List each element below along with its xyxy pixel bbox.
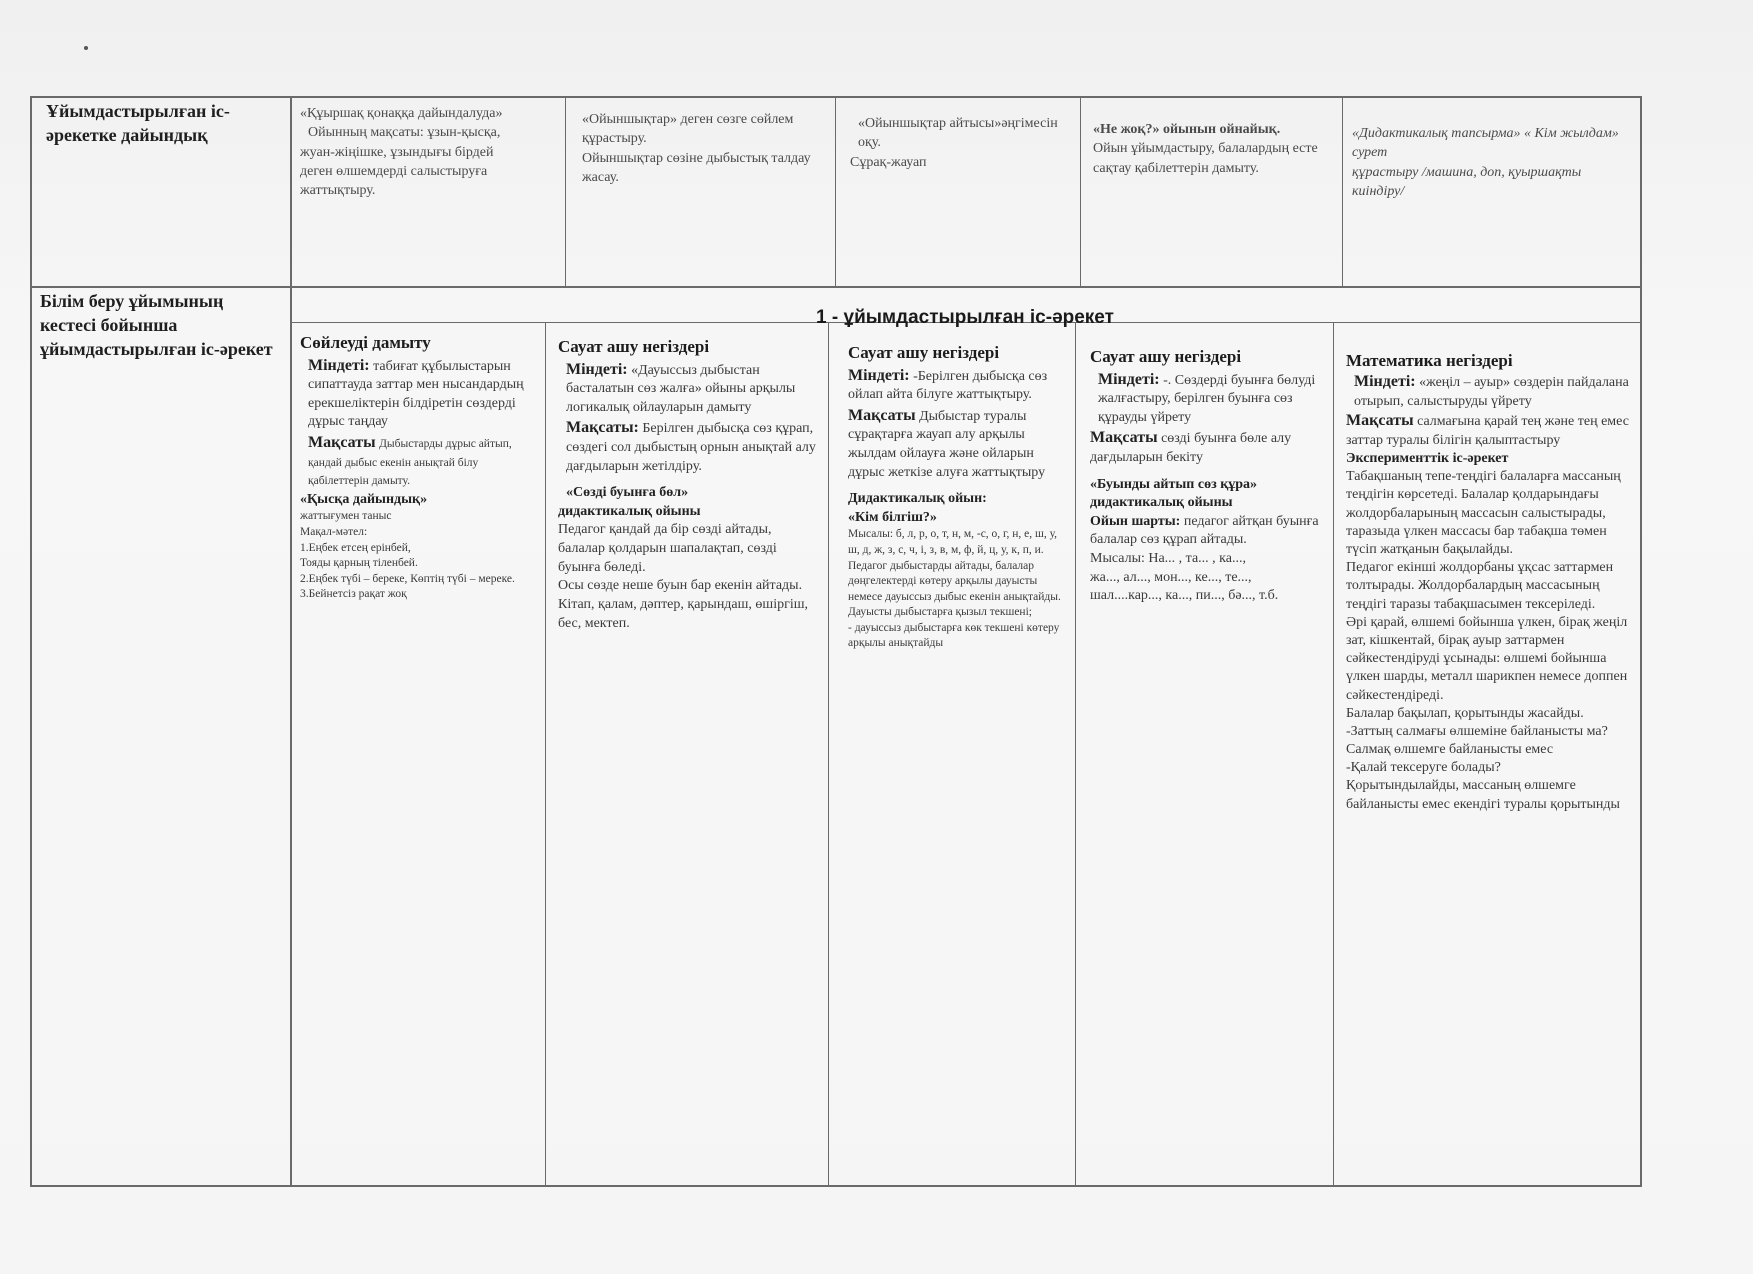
game-subtitle: дидактикалық ойыны	[1090, 495, 1233, 511]
rule-text: педагог айтқан буынға балалар сөз құрап айтады.	[1090, 513, 1319, 548]
task-text: «жеңіл – ауыр» сөздерін пайдалана отырып, салыстыруды үйрету	[1354, 375, 1629, 409]
prep-cell-2	[582, 110, 822, 187]
table-border-left	[30, 96, 32, 1186]
prep-line: құрастыру /машина, доп, қуыршақты киіндіру/	[1352, 164, 1582, 199]
task-label: Міндеті:	[308, 356, 370, 374]
column-divider-8	[1333, 323, 1334, 1185]
prep-title: «Не жоқ?» ойынын ойнайық.	[1093, 122, 1281, 137]
prep-cell-3	[850, 114, 1070, 172]
main-row-label: Білім беру ұйымының кестесі бойынша ұйымдастырылған іс-әрекет	[40, 291, 273, 359]
game-line: Осы сөзде неше буын бар екенін айтады.	[558, 578, 803, 594]
game-title: «Сөзді буынға бөл»	[566, 485, 689, 501]
prep-cell-1	[300, 104, 520, 201]
activity-cell-4	[1090, 346, 1326, 606]
game-line: жаттығумен таныс	[300, 510, 392, 523]
goal-text: Дыбыстар туралы сұрақтарға жауап алу арқылы жылдам ойлауға және ойларын дұрыс жеткізе алуға жаттықтыру	[848, 408, 1046, 480]
column-divider-1	[565, 96, 566, 286]
game-line: Тояды қарның тіленбей.	[300, 557, 418, 570]
goal-text: Берілген дыбысқа сөз құрап, сөздегі сол дыбыстың орнын анықтай алу дағдыларын жетілдіру.	[566, 421, 816, 474]
label-column-divider	[290, 96, 292, 1186]
activity-title: Сауат ашу негіздері	[1090, 347, 1242, 366]
game-line: 3.Бейнетсіз рақат жоқ	[300, 588, 407, 601]
goal-label: Мақсаты	[1090, 429, 1158, 447]
goal-text: салмағына қарай тең және тең емес заттар туралы білігін қалыптастыру	[1346, 414, 1629, 448]
prep-title: «Құыршақ қонаққа дайындалуда»	[300, 106, 503, 121]
activity-title: Сөйлеуді дамыту	[300, 333, 431, 352]
activity-cell-3	[848, 342, 1070, 652]
game-line: Мысалы: б, л, р, о, т, н, м, -с, о, г, н, е, ш, у, ш, д, ж, з, с, ч, і, з, в, м, ф, й, ц, у, к, п, и.	[848, 528, 1058, 556]
game-line: Мысалы: На... , та... , ка...,	[1090, 551, 1246, 567]
goal-text: сөзді буынға бөле алу дағдыларын бекіту	[1090, 431, 1292, 466]
game-title: Эксперименттік іс-әрекет	[1346, 451, 1509, 467]
task-text: -Берілген дыбысқа сөз ойлап айта білуге жаттықтыру.	[848, 368, 1048, 403]
task-label: Міндеті:	[1354, 373, 1416, 391]
task-label: Міндеті:	[848, 366, 910, 384]
game-title: «Қысқа дайындық»	[300, 491, 428, 507]
game-title: Дидактикалық ойын:	[848, 491, 987, 507]
game-subtitle: «Кім білгіш?»	[848, 509, 937, 525]
task-text: -. Сөздерді буынға бөлуді жалғастыру, берілген буынға сөз құрауды үйрету	[1098, 372, 1316, 425]
game-line: 1.Еңбек етсең ерінбей,	[300, 541, 411, 554]
goal-label: Мақсаты	[308, 434, 376, 452]
task-label: Міндеті:	[1098, 370, 1160, 388]
game-line: Педагог дыбыстарды айтады, балалар дөңгелектерді көтеру арқылы дауысты немесе дауыссыз дыбыс екенін анықтайды. Дауысты дыбыстарға қызыл текшені;	[848, 559, 1061, 619]
row-divider	[30, 286, 1642, 288]
goal-label: Мақсаты	[1346, 412, 1414, 430]
game-line: Кітап, қалам, дәптер, қарындаш, өшіргіш, бес, мектеп.	[558, 596, 809, 631]
prep-cell-4	[1093, 120, 1333, 178]
game-line: Балалар бақылап, қорытынды жасайды.	[1346, 705, 1584, 721]
activity-title: Математика негіздері	[1346, 351, 1513, 370]
prep-line: Ойыншықтар сөзіне дыбыстық талдау жасау.	[582, 150, 811, 185]
game-line: -Заттың салмағы өлшеміне байланысты ма?	[1346, 723, 1608, 739]
goal-text: Дыбыстарды дұрыс айтып, қандай дыбыс екенін анықтай білу қабілеттерін дамыту.	[308, 438, 512, 488]
game-subtitle: дидактикалық ойыны	[558, 503, 701, 519]
column-divider-5	[545, 323, 546, 1185]
game-line: Салмақ өлшемге байланысты емес	[1346, 742, 1554, 758]
game-line: Табақшаның тепе-теңдігі балаларға массаның теңдігін көрсетеді. Балалар қолдарындағы жолдорбаларының массасын салыстырады, таразыда үлкен массасы бар табақша төмен түсіп жатқанын бақылайды.	[1346, 469, 1621, 557]
table-border-right	[1640, 96, 1642, 1186]
activity-cell-5	[1346, 350, 1634, 814]
scan-speck	[84, 46, 88, 50]
goal-label: Мақсаты	[848, 406, 916, 424]
prep-row-label: Ұйымдастырылған іс-әрекетке дайындық	[46, 101, 230, 145]
table-border-bottom	[30, 1185, 1642, 1187]
game-line: 2.Еңбек түбі – береке, Көптің түбі – мереке.	[300, 572, 515, 585]
column-divider-6	[828, 323, 829, 1185]
prep-title: «Ойыншықтар айтысы»әңгімесін оқу.	[858, 116, 1058, 151]
prep-line: жуан-жіңішке, ұзындығы бірдей деген өлшемдерді салыстыруға жаттықтыру.	[300, 144, 494, 199]
prep-line: Ойынның мақсаты: ұзын-қысқа,	[308, 125, 501, 141]
game-line: -Қалай тексеруге болады?	[1346, 760, 1501, 776]
game-line: Мақал-мәтел:	[300, 526, 368, 538]
prep-title: «Ойыншықтар» деген сөзге сөйлем құрастыру.	[582, 112, 794, 147]
task-text: «Дауыссыз дыбыстан басталатын сөз жалға» ойыны арқылы логикалық ойлауларын дамыту	[566, 362, 796, 415]
activity-banner: 1 - ұйымдастырылған іс-әрекет	[816, 307, 1114, 328]
column-divider-4	[1342, 96, 1343, 286]
activity-title: Сауат ашу негіздері	[848, 343, 1000, 362]
column-divider-3	[1080, 96, 1081, 286]
column-divider-7	[1075, 323, 1076, 1185]
rule-label: Ойын шарты:	[1090, 513, 1181, 529]
game-line: шал....кар..., ка..., пи..., бә..., т.б.	[1090, 588, 1279, 604]
activity-title: Сауат ашу негіздері	[558, 337, 710, 356]
game-line: Әрі қарай, өлшемі бойынша үлкен, бірақ жеңіл зат, кішкентай, бірақ ауыр заттармен сәйкестендіруді ұсынады: өлшемі бойынша үлкен шарды, металл шарикпен немесе доппен сәйкестендіреді.	[1346, 614, 1628, 703]
game-line: - дауыссыз дыбыстарға көк текшені көтеру арқылы анықтайды	[848, 621, 1060, 650]
task-label: Міндеті:	[566, 360, 628, 378]
activity-cell-1	[300, 332, 540, 603]
column-divider-2	[835, 96, 836, 286]
game-line: Педагог қандай да бір сөзді айтады, балалар қолдарын шапалақтап, сөзді буынға бөледі.	[558, 522, 777, 575]
prep-line: Ойын ұйымдастыру, балалардың есте сақтау қабілеттерін дамыту.	[1093, 141, 1318, 176]
game-line: Қорытындылайды, массаның өлшемге байланысты емес екендігі туралы қорытынды	[1346, 778, 1620, 812]
goal-label: Мақсаты:	[566, 419, 639, 437]
game-title: «Буынды айтып сөз құра»	[1090, 476, 1258, 492]
prep-title: «Дидактикалық тапсырма» « Кім жылдам» сурет	[1352, 126, 1619, 161]
activity-cell-2	[558, 336, 820, 633]
prep-line: Сұрақ-жауап	[850, 154, 927, 170]
game-line: жа..., ал..., мон..., ке..., те...,	[1090, 569, 1252, 585]
task-text: табиғат құбылыстарын сипаттауда заттар мен нысандардың ерекшеліктерін білдіретін сөздерді дұрыс таңдау	[308, 358, 524, 430]
table-border-top	[30, 96, 1642, 98]
prep-cell-5	[1352, 124, 1632, 201]
game-line: Педагог екінші жолдорбаны ұқсас заттармен толтырады. Жолдорбалардың массасының теңдігі таразы табақшасымен тексеріледі.	[1346, 560, 1614, 612]
